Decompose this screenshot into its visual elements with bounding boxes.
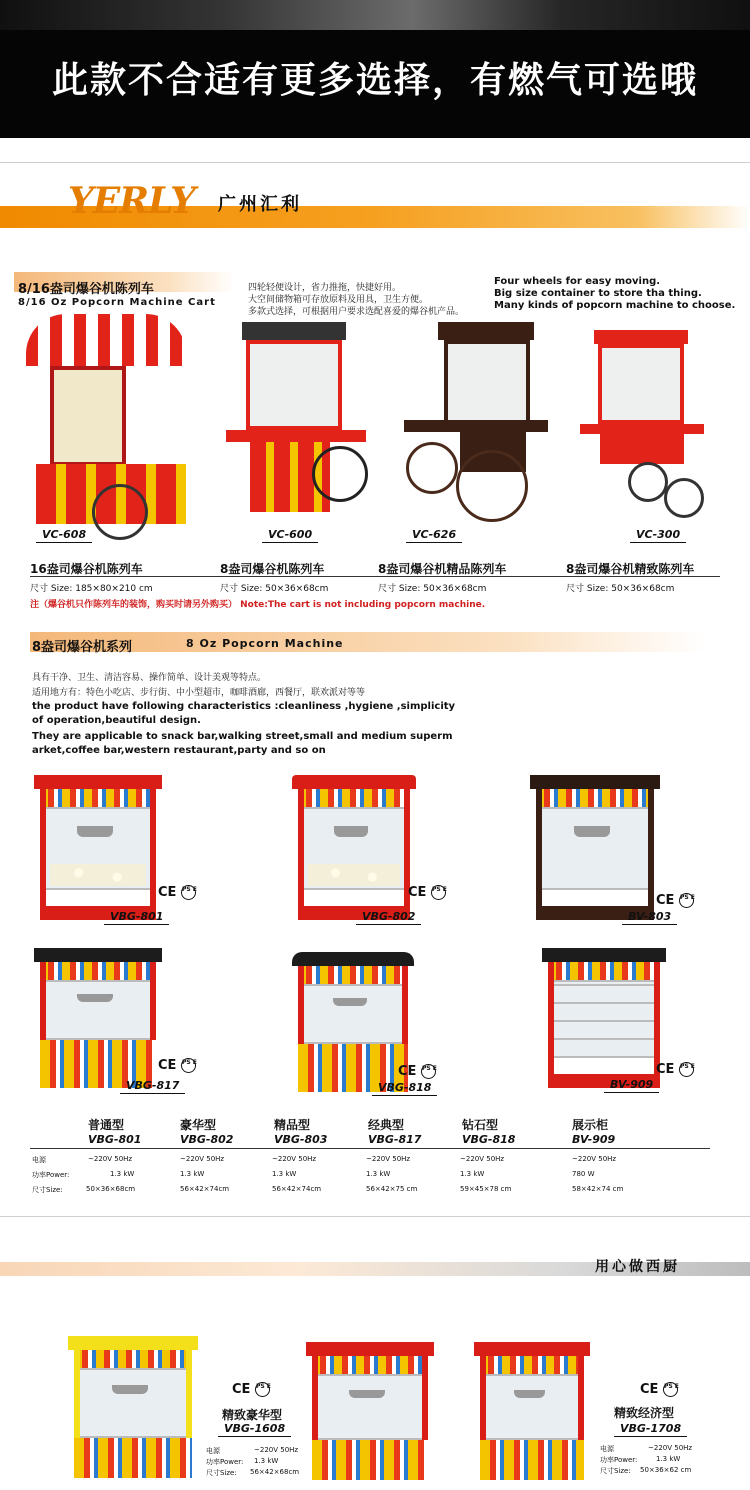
ce-mark: CE PS E: [158, 885, 197, 900]
wheel: [406, 442, 458, 494]
machines-desc-en-1: the product have following characteristics :cleanliness ,hygiene ,simplicity: [32, 701, 456, 712]
footer-power-1: 1.3 kW: [254, 1457, 279, 1465]
carts-feature-en-2: Big size container to store tha thing.: [494, 288, 702, 299]
carts-title-en: 8/16 Oz Popcorn Machine Cart: [18, 297, 216, 308]
cart-image-vc-626: [404, 322, 548, 532]
footer-product-name-2: 精致经济型: [614, 1406, 675, 1420]
footer-product-model-2: VBG-1708: [614, 1422, 687, 1437]
carts-feature-cn-3: 多款式选择，可根据用户要求选配喜爱的爆谷机产品。: [248, 307, 465, 317]
machines-desc-en-2: of operation,beautiful design.: [32, 715, 201, 726]
carts-feature-en-3: Many kinds of popcorn machine to choose.: [494, 300, 736, 311]
machine-image-vbg-1708: [480, 1342, 584, 1480]
wheel: [628, 462, 668, 502]
wheel: [312, 446, 368, 502]
ce-mark: CE PS E: [232, 1382, 271, 1397]
footer-label-size-2: 尺寸Size:: [600, 1467, 631, 1475]
machine-model-bv-803: BV-803: [622, 910, 677, 925]
cart-size-vc-300: 尺寸 Size: 50×36×68cm: [566, 584, 675, 594]
spec-size-vbg-818: 59×45×78 cm: [460, 1185, 512, 1193]
cart-model-vc-608: VC-608: [36, 528, 92, 543]
spec-size-vbg-801: 50×36×68cm: [86, 1185, 136, 1193]
spec-col-bv-909: 展示柜 BV-909: [572, 1118, 616, 1146]
carts-title-cn: 8/16盎司爆谷机陈列车: [18, 282, 154, 297]
spec-voltage-vbg-818: ~220V 50Hz: [460, 1155, 505, 1163]
footer-label-voltage-1: 电源: [206, 1447, 220, 1455]
machine-model-vbg-801: VBG-801: [104, 910, 169, 925]
spec-voltage-vbg-802: ~220V 50Hz: [180, 1155, 225, 1163]
cart-model-vc-300: VC-300: [630, 528, 686, 543]
machine-image-bv-803: [536, 775, 654, 920]
brand-logo: YERLY: [68, 180, 195, 222]
cart-name-vc-300: 8盎司爆谷机精致陈列车: [566, 562, 695, 576]
spec-power-bv-909: 780 W: [572, 1170, 595, 1178]
wheel: [456, 450, 528, 522]
wheel: [92, 484, 148, 540]
top-banner: [0, 0, 750, 138]
machine-image-vbg-802: [298, 775, 410, 920]
footer-slogan: 用心做西厨: [595, 1259, 680, 1275]
footer-label-voltage-2: 电源: [600, 1445, 614, 1453]
footer-product-model-1: VBG-1608: [218, 1422, 291, 1437]
cart-name-vc-608: 16盎司爆谷机陈列车: [30, 562, 143, 576]
spec-voltage-vbg-817: ~220V 50Hz: [366, 1155, 411, 1163]
cart-name-vc-626: 8盎司爆谷机精品陈列车: [378, 562, 507, 576]
spec-power-vbg-818: 1.3 kW: [460, 1170, 485, 1178]
cart-size-vc-600: 尺寸 Size: 50×36×68cm: [220, 584, 329, 594]
machines-desc-en-3: They are applicable to snack bar,walking street,small and medium superm: [32, 731, 453, 742]
brand-name: 广州汇利: [218, 194, 302, 215]
machines-desc-cn-2: 适用地方有：特色小吃店、步行街、中小型超市，咖啡酒廊，西餐厅，联欢派对等等: [32, 688, 366, 698]
carts-feature-en-1: Four wheels for easy moving.: [494, 276, 661, 287]
spec-size-vbg-802: 56×42×74cm: [180, 1185, 230, 1193]
spec-size-vbg-803: 56×42×74cm: [272, 1185, 322, 1193]
spec-col-vbg-817: 经典型 VBG-817: [368, 1118, 422, 1146]
cart-names-underline: [30, 576, 720, 577]
cart-image-vc-600: [226, 322, 366, 528]
canopy: [26, 314, 186, 366]
ce-mark: CE PS E: [656, 1062, 695, 1077]
spec-col-vbg-818: 钻石型 VBG-818: [462, 1118, 516, 1146]
footer-label-power-2: 功率Power:: [600, 1456, 638, 1464]
machine-image-vbg-818: [298, 952, 408, 1092]
banner-text: 此款不合适有更多选择，有燃气可选哦: [51, 60, 698, 101]
machine-image-vbg-817: [40, 948, 156, 1088]
divider: [0, 1216, 750, 1217]
ce-mark: CE PS E: [408, 885, 447, 900]
cart-name-vc-600: 8盎司爆谷机陈列车: [220, 562, 325, 576]
spec-col-vbg-801: 普通型 VBG-801: [88, 1118, 142, 1146]
cart-image-vc-300: [580, 330, 704, 526]
spec-label-voltage: 电源: [32, 1156, 46, 1164]
footer-voltage-1: ~220V 50Hz: [254, 1446, 299, 1454]
spec-col-vbg-803: 精品型 VBG-803: [274, 1118, 328, 1146]
machine-model-vbg-818: VBG-818: [372, 1081, 437, 1096]
spec-size-bv-909: 58×42×74 cm: [572, 1185, 624, 1193]
ce-mark: CE PS E: [398, 1064, 437, 1079]
machine-model-vbg-802: VBG-802: [356, 910, 421, 925]
spec-voltage-bv-909: ~220V 50Hz: [572, 1155, 617, 1163]
cart-size-vc-626: 尺寸 Size: 50×36×68cm: [378, 584, 487, 594]
machine-model-vbg-817: VBG-817: [120, 1079, 185, 1094]
machines-title-en: 8 Oz Popcorn Machine: [186, 637, 344, 650]
footer-label-power-1: 功率Power:: [206, 1458, 244, 1466]
machine-image-vbg-1608-yellow: [74, 1336, 192, 1478]
spec-col-vbg-802: 豪华型 VBG-802: [180, 1118, 234, 1146]
cart-image-vc-608: [26, 314, 194, 550]
footer-size-1: 56×42×68cm: [250, 1468, 300, 1476]
spec-power-vbg-803: 1.3 kW: [272, 1170, 297, 1178]
footer-size-2: 50×36×62 cm: [640, 1466, 692, 1474]
specs-underline: [30, 1148, 710, 1149]
spec-label-power: 功率Power:: [32, 1171, 70, 1179]
spec-size-vbg-817: 56×42×75 cm: [366, 1185, 418, 1193]
spec-label-size: 尺寸Size:: [32, 1186, 63, 1194]
carts-feature-cn-1: 四轮轻便设计，省力推拖，快捷好用。: [248, 283, 402, 293]
banner-shine: [0, 0, 750, 30]
footer-voltage-2: ~220V 50Hz: [648, 1444, 693, 1452]
spec-power-vbg-802: 1.3 kW: [180, 1170, 205, 1178]
footer-product-name-1: 精致豪华型: [222, 1408, 283, 1422]
spec-power-vbg-801: 1.3 kW: [110, 1170, 135, 1178]
machines-desc-cn-1: 具有干净、卫生、清洁容易、操作简单、设计美观等特点。: [32, 673, 267, 683]
machine-image-bv-909: [548, 948, 660, 1088]
machine-model-bv-909: BV-909: [604, 1078, 659, 1093]
machines-desc-en-4: arket,coffee bar,western restaurant,party and so on: [32, 745, 326, 756]
cart-model-vc-626: VC-626: [406, 528, 462, 543]
divider: [0, 162, 750, 163]
spec-voltage-vbg-803: ~220V 50Hz: [272, 1155, 317, 1163]
machine-image-vbg-801: [40, 775, 156, 920]
ce-mark: CE PS E: [158, 1058, 197, 1073]
ce-mark: CE PS E: [656, 893, 695, 908]
cart-note: 注（爆谷机只作陈列车的装饰，购买时请另外购买） Note:The cart is not including popcorn machine.: [30, 600, 486, 610]
spec-power-vbg-817: 1.3 kW: [366, 1170, 391, 1178]
footer-power-2: 1.3 kW: [656, 1455, 681, 1463]
cart-size-vc-608: 尺寸 Size: 185×80×210 cm: [30, 584, 153, 594]
wheel: [664, 478, 704, 518]
carts-feature-cn-2: 大空间储物箱可存放原料及用具，卫生方便。: [248, 295, 429, 305]
cart-model-vc-600: VC-600: [262, 528, 318, 543]
machine-image-vbg-1608-red: [312, 1342, 428, 1480]
footer-label-size-1: 尺寸Size:: [206, 1469, 237, 1477]
spec-voltage-vbg-801: ~220V 50Hz: [88, 1155, 133, 1163]
ce-mark: CE PS E: [640, 1382, 679, 1397]
machines-title-cn: 8盎司爆谷机系列: [32, 640, 133, 655]
